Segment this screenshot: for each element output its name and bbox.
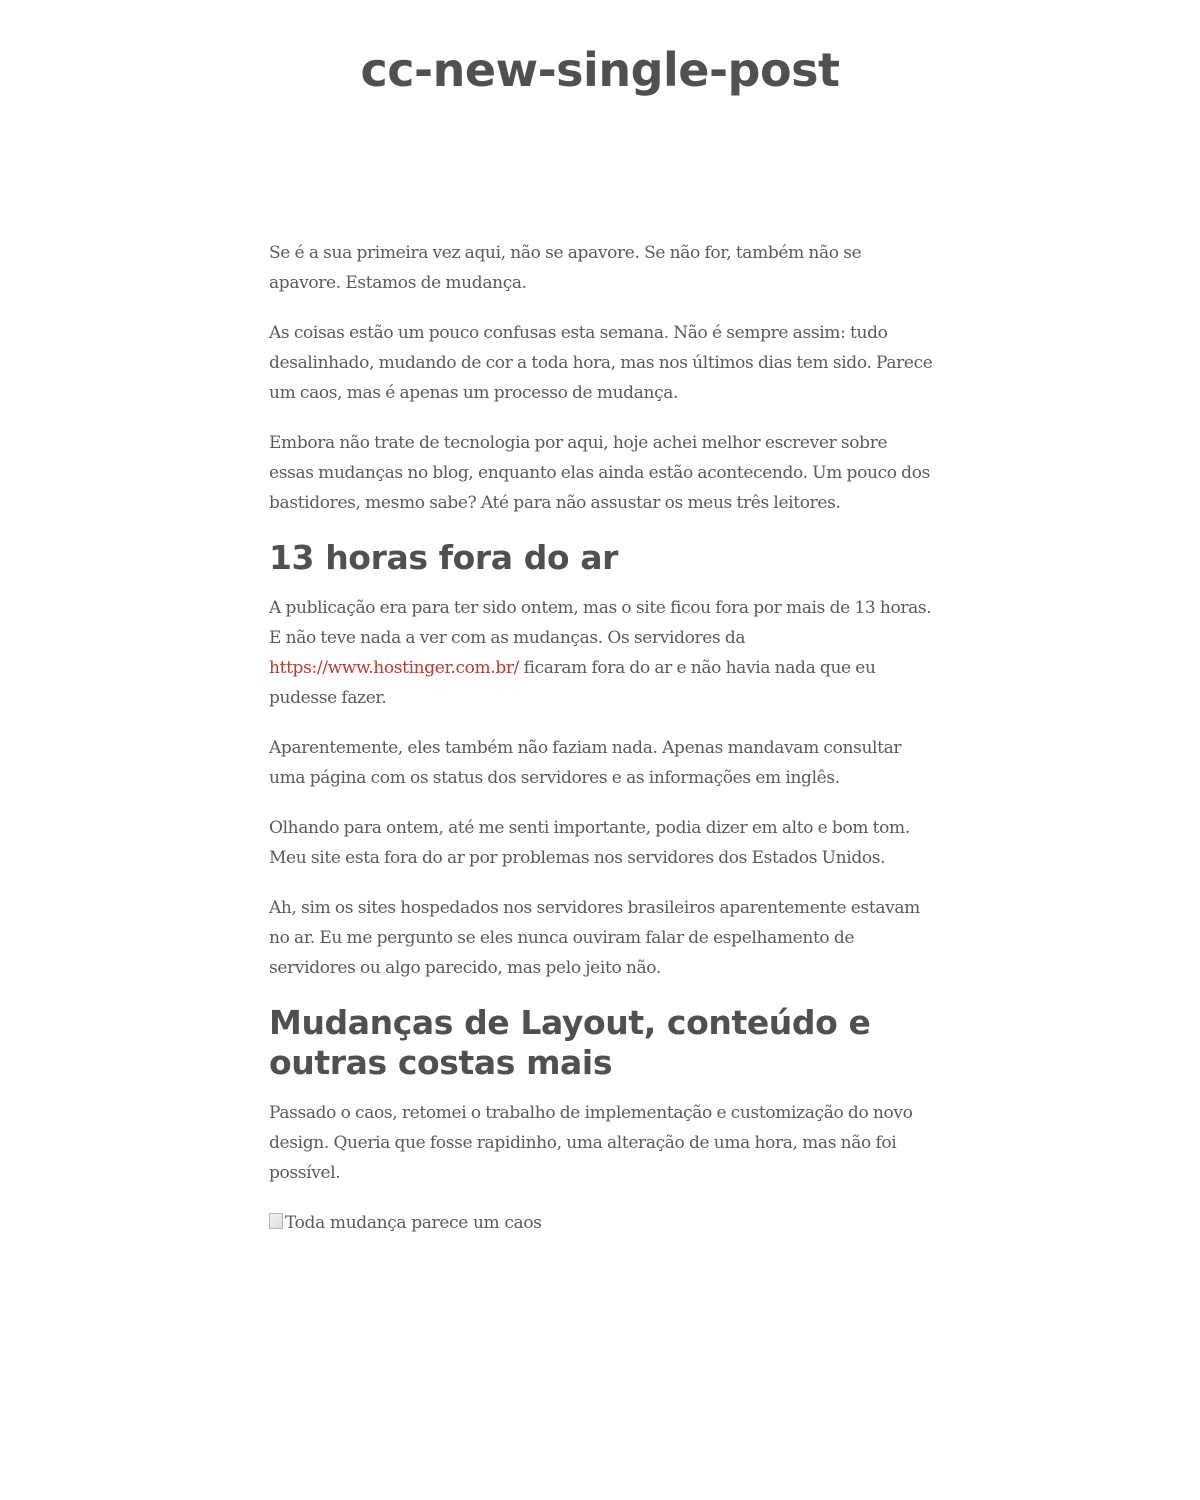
outage-paragraph-4: Ah, sim os sites hospedados nos servidores brasileiros aparentemente estavam no ar. Eu me pergunto se eles nunca ouviram falar de espelhamento de servidores ou algo parecido, mas pelo jeito não. xyxy=(269,898,920,978)
outage-paragraph-3: Olhando para ontem, até me senti importante, podia dizer em alto e bom tom. Meu site esta fora do ar por problemas nos servidores dos Estados Unidos. xyxy=(269,818,910,868)
post-image xyxy=(269,1208,933,1238)
hostinger-link[interactable]: https://www.hostinger.com.br/ xyxy=(269,658,520,678)
post-image-alt-text: Toda mudança parece um caos xyxy=(285,1213,542,1233)
intro-paragraph-3: Embora não trate de tecnologia por aqui, hoje achei melhor escrever sobre essas mudanças no blog, enquanto elas ainda estão acontecendo. Um pouco dos bastidores, mesmo sabe? Até para não assustar os meus três leitores. xyxy=(269,433,930,513)
outage-paragraph-2: Aparentemente, eles também não faziam nada. Apenas mandavam consultar uma página com os status dos servidores e as informações em inglês. xyxy=(269,738,902,788)
section-heading-layout-changes: Mudanças de Layout, conteúdo e outras costas mais xyxy=(269,1003,871,1082)
outage-paragraph-1-start: A publicação era para ter sido ontem, mas o site ficou fora por mais de 13 horas. E não teve nada a ver com as mudanças. Os servidores da xyxy=(269,598,932,648)
outage-paragraph-1-end: ficaram fora do ar e não havia nada que eu pudesse fazer. xyxy=(269,658,876,708)
outage-paragraph-1 xyxy=(269,593,933,713)
intro-paragraph-1: Se é a sua primeira vez aqui, não se apavore. Se não for, também não se apavore. Estamos de mudança. xyxy=(269,243,862,293)
intro-paragraph-2: As coisas estão um pouco confusas esta semana. Não é sempre assim: tudo desalinhado, mudando de cor a toda hora, mas nos últimos dias tem sido. Parece um caos, mas é apenas um processo de mudança. xyxy=(269,323,933,403)
site-title[interactable]: cc-new-single-post xyxy=(360,43,840,97)
post-content xyxy=(269,238,933,1238)
broken-image-icon xyxy=(269,1213,283,1229)
layout-paragraph-1: Passado o caos, retomei o trabalho de implementação e customização do novo design. Queria que fosse rapidinho, uma alteração de uma hora, mas não foi possível. xyxy=(269,1103,913,1183)
section-heading-outage: 13 horas fora do ar xyxy=(269,538,619,577)
